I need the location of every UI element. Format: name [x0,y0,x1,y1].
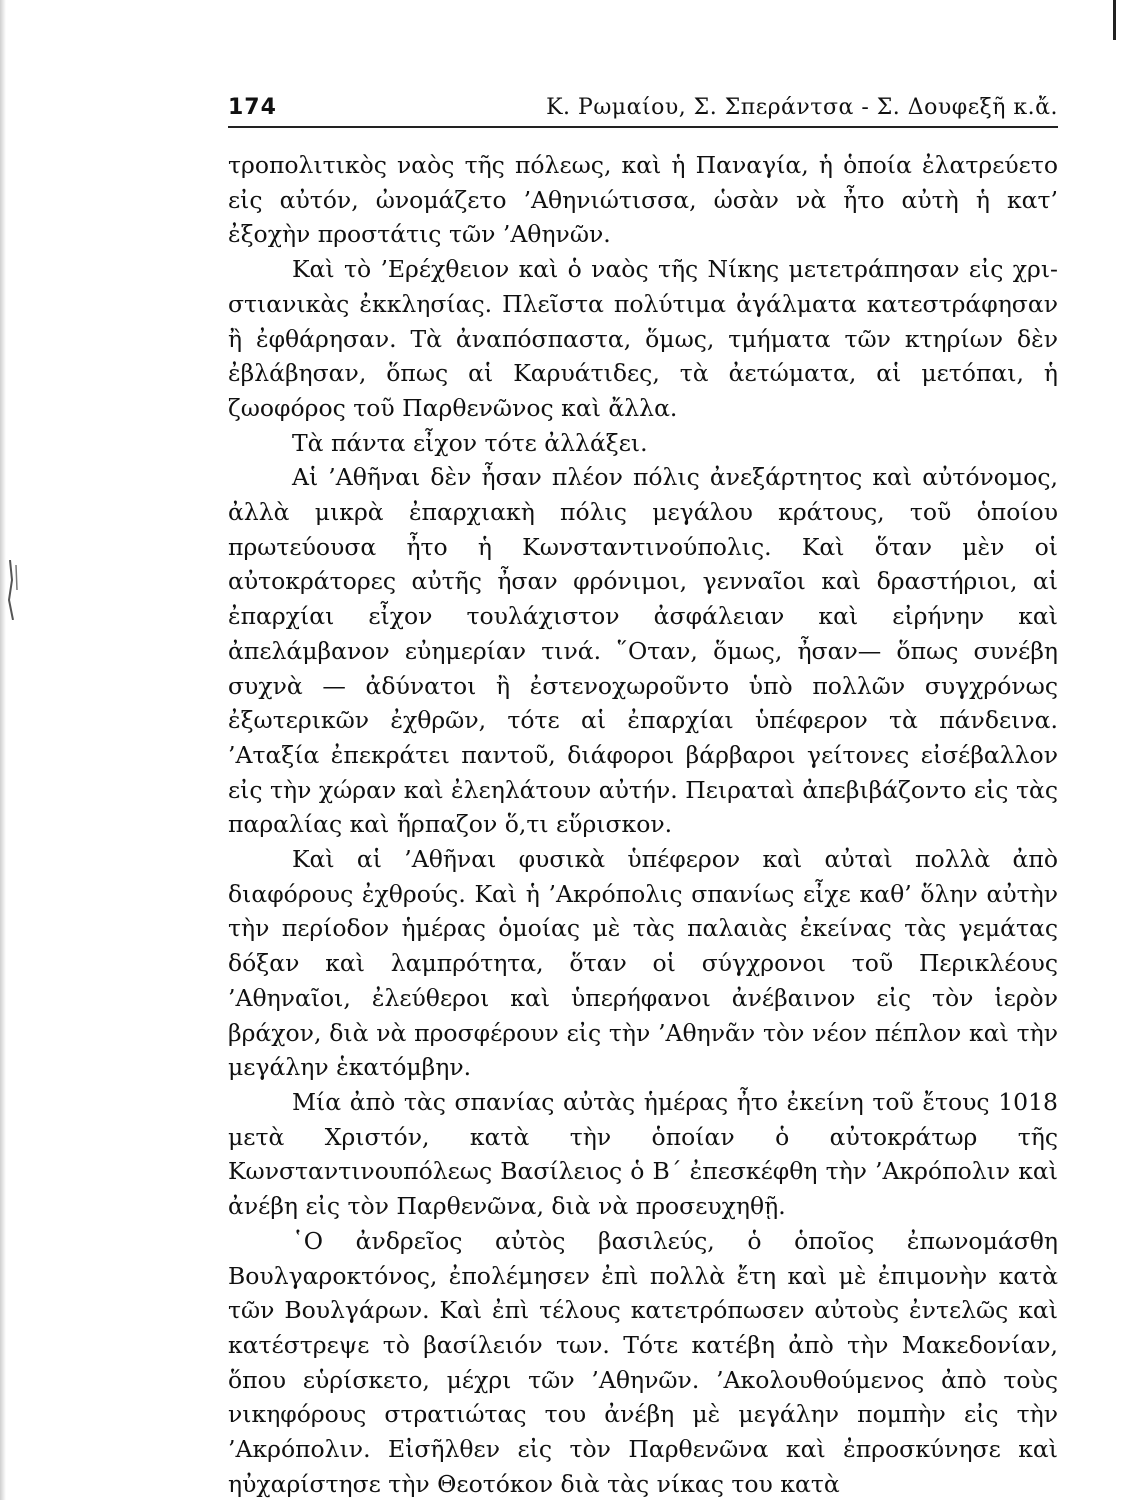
page-edge-shadow [0,0,6,1500]
paragraph: ῾Ο ἀνδρεῖος αὐτὸς βασιλεύς, ὁ ὁποῖος ἐπωνομάσθη Βουλγαροκτόνος, ἐπολέμησεν ἐπὶ πολλὰ ἔτη καὶ μὲ ἐπιμονὴν κατὰ τῶν Βουλγάρων. Καὶ ἐπὶ τέλους κατετρόπωσεν αὐτοὺς ἐντελῶς καὶ κατέστρεψε τὸ βασίλειόν των. Τότε κατέβη ἀπὸ τὴν Μακεδονίαν, ὅπου εὑρίσκετο, μέχρι τῶν ’Αθηνῶν. ’Ακολουθούμενος ἀπὸ τοὺς νικηφόρους στρατιώτας του ἀνέβη μὲ μεγάλην πομπὴν εἰς τὴν ’Ακρόπολιν. Εἰσῆλθεν εἰς τὸν Παρθενῶνα καὶ ἐπροσκύνησε καὶ ηὐχαρίστησε τὴν Θεοτόκον διὰ τὰς νίκας του κατὰ [228,1226,1058,1498]
paragraph: Τὰ πάντα εἶχον τότε ἀλλάξει. [292,428,648,457]
paragraph: Καὶ αἱ ’Αθῆναι φυσικὰ ὑπέφερον καὶ αὐταὶ πολλὰ ἀπὸ διαφόρους ἐχθρούς. Καὶ ἡ ’Ακρόπολις σπανίως εἶχε καθ’ ὅλην αὐτὴν τὴν περίοδον ἡμέρας ὁμοίας μὲ τὰς παλαιὰς ἐκείνας τὰς γεμάτας δόξαν καὶ λαμπρότητα, ὅταν οἱ σύγχρονοι τοῦ Περικλέους ’Αθηναῖοι, ἐλεύθεροι καὶ ὑπερήφανοι ἀνέβαινον εἰς τὸν ἱερὸν βράχον, διὰ νὰ προσφέρουν εἰς τὴν ’Αθηνᾶν τὸν νέον πέπλον καὶ τὴν μεγάλην ἑκατόμβην. [228,845,1058,1082]
page-edge-mark [1113,0,1116,40]
paragraph: τροπολιτικὸς ναὸς τῆς πόλεως, καὶ ἡ Παναγία, ἡ ὁποία ἐλατρεύετο εἰς αὐτόν, ὠνομάζετο ’Αθηνιώτισσα, ὡσὰν νὰ ἦτο αὐτὴ ἡ κατ’ ἐξοχὴν προστάτις τῶν ’Αθηνῶν. [228,151,1058,249]
running-head: Κ. Ρωμαίου, Σ. Σπεράντσα - Σ. Δουφεξῆ κ.ἄ. [546,95,1058,120]
body-text [228,148,1058,1501]
page-header [228,84,1058,128]
paragraph: Καὶ τὸ ’Ερέχθειον καὶ ὁ ναὸς τῆς Νίκης μετετράπησαν εἰς χριστιανικὰς ἐκκλησίας. Πλεῖστα πολύτιμα ἀγάλματα κατεστράφησαν ἢ ἐφθάρησαν. Τὰ ἀναπόσπαστα, ὅμως, τμήματα τῶν κτηρίων δὲν ἐβλάβησαν, ὅπως αἱ Καρυάτιδες, τὰ ἀετώματα, αἱ μετόπαι, ἡ ζωοφόρος τοῦ Παρθενῶνος καὶ ἄλλα. [228,255,1058,422]
scan-artifact [4,560,22,620]
paragraph: Αἱ ’Αθῆναι δὲν ἦσαν πλέον πόλις ἀνεξάρτητος καὶ αὐτόνομος, ἀλλὰ μικρὰ ἐπαρχιακὴ πόλις μεγάλου κράτους, τοῦ ὁποίου πρωτεύουσα ἦτο ἡ Κωνσταντινούπολις. Καὶ ὅταν μὲν οἱ αὐτοκράτορες αὐτῆς ἦσαν φρόνιμοι, γενναῖοι καὶ δραστήριοι, αἱ ἐπαρχίαι εἶχον τουλάχιστον ἀσφάλειαν καὶ εἰρήνην καὶ ἀπελάμβανον εὐημερίαν τινά. ῞Οταν, ὅμως, ἦσαν— ὅπως συνέβη συχνὰ — ἀδύνατοι ἢ ἐστενοχωροῦντο ὑπὸ πολλῶν συγχρόνως ἐξωτερικῶν ἐχθρῶν, τότε αἱ ἐπαρχίαι ὑπέφερον τὰ πάνδεινα. ’Αταξία ἐπεκράτει παντοῦ, διάφοροι βάρβαροι γείτονες εἰσέβαλλον εἰς τὴν χώραν καὶ ἐλεηλάτουν αὐτήν. Πειραταὶ ἀπεβιβάζοντο εἰς τὰς παραλίας καὶ ἥρπαζον ὅ,τι εὕρισκον. [228,463,1058,839]
page-number: 174 [228,95,277,120]
paragraph: Μία ἀπὸ τὰς σπανίας αὐτὰς ἡμέρας ἦτο ἐκείνη τοῦ ἔτους 1018 μετὰ Χριστόν, κατὰ τὴν ὁποίαν ὁ αὐτοκράτωρ τῆς Κωνσταντινουπόλεως Βασίλειος ὁ Β΄ ἐπεσκέφθη τὴν ’Ακρόπολιν καὶ ἀνέβη εἰς τὸν Παρθενῶνα, διὰ νὰ προσευχηθῇ. [228,1087,1058,1221]
